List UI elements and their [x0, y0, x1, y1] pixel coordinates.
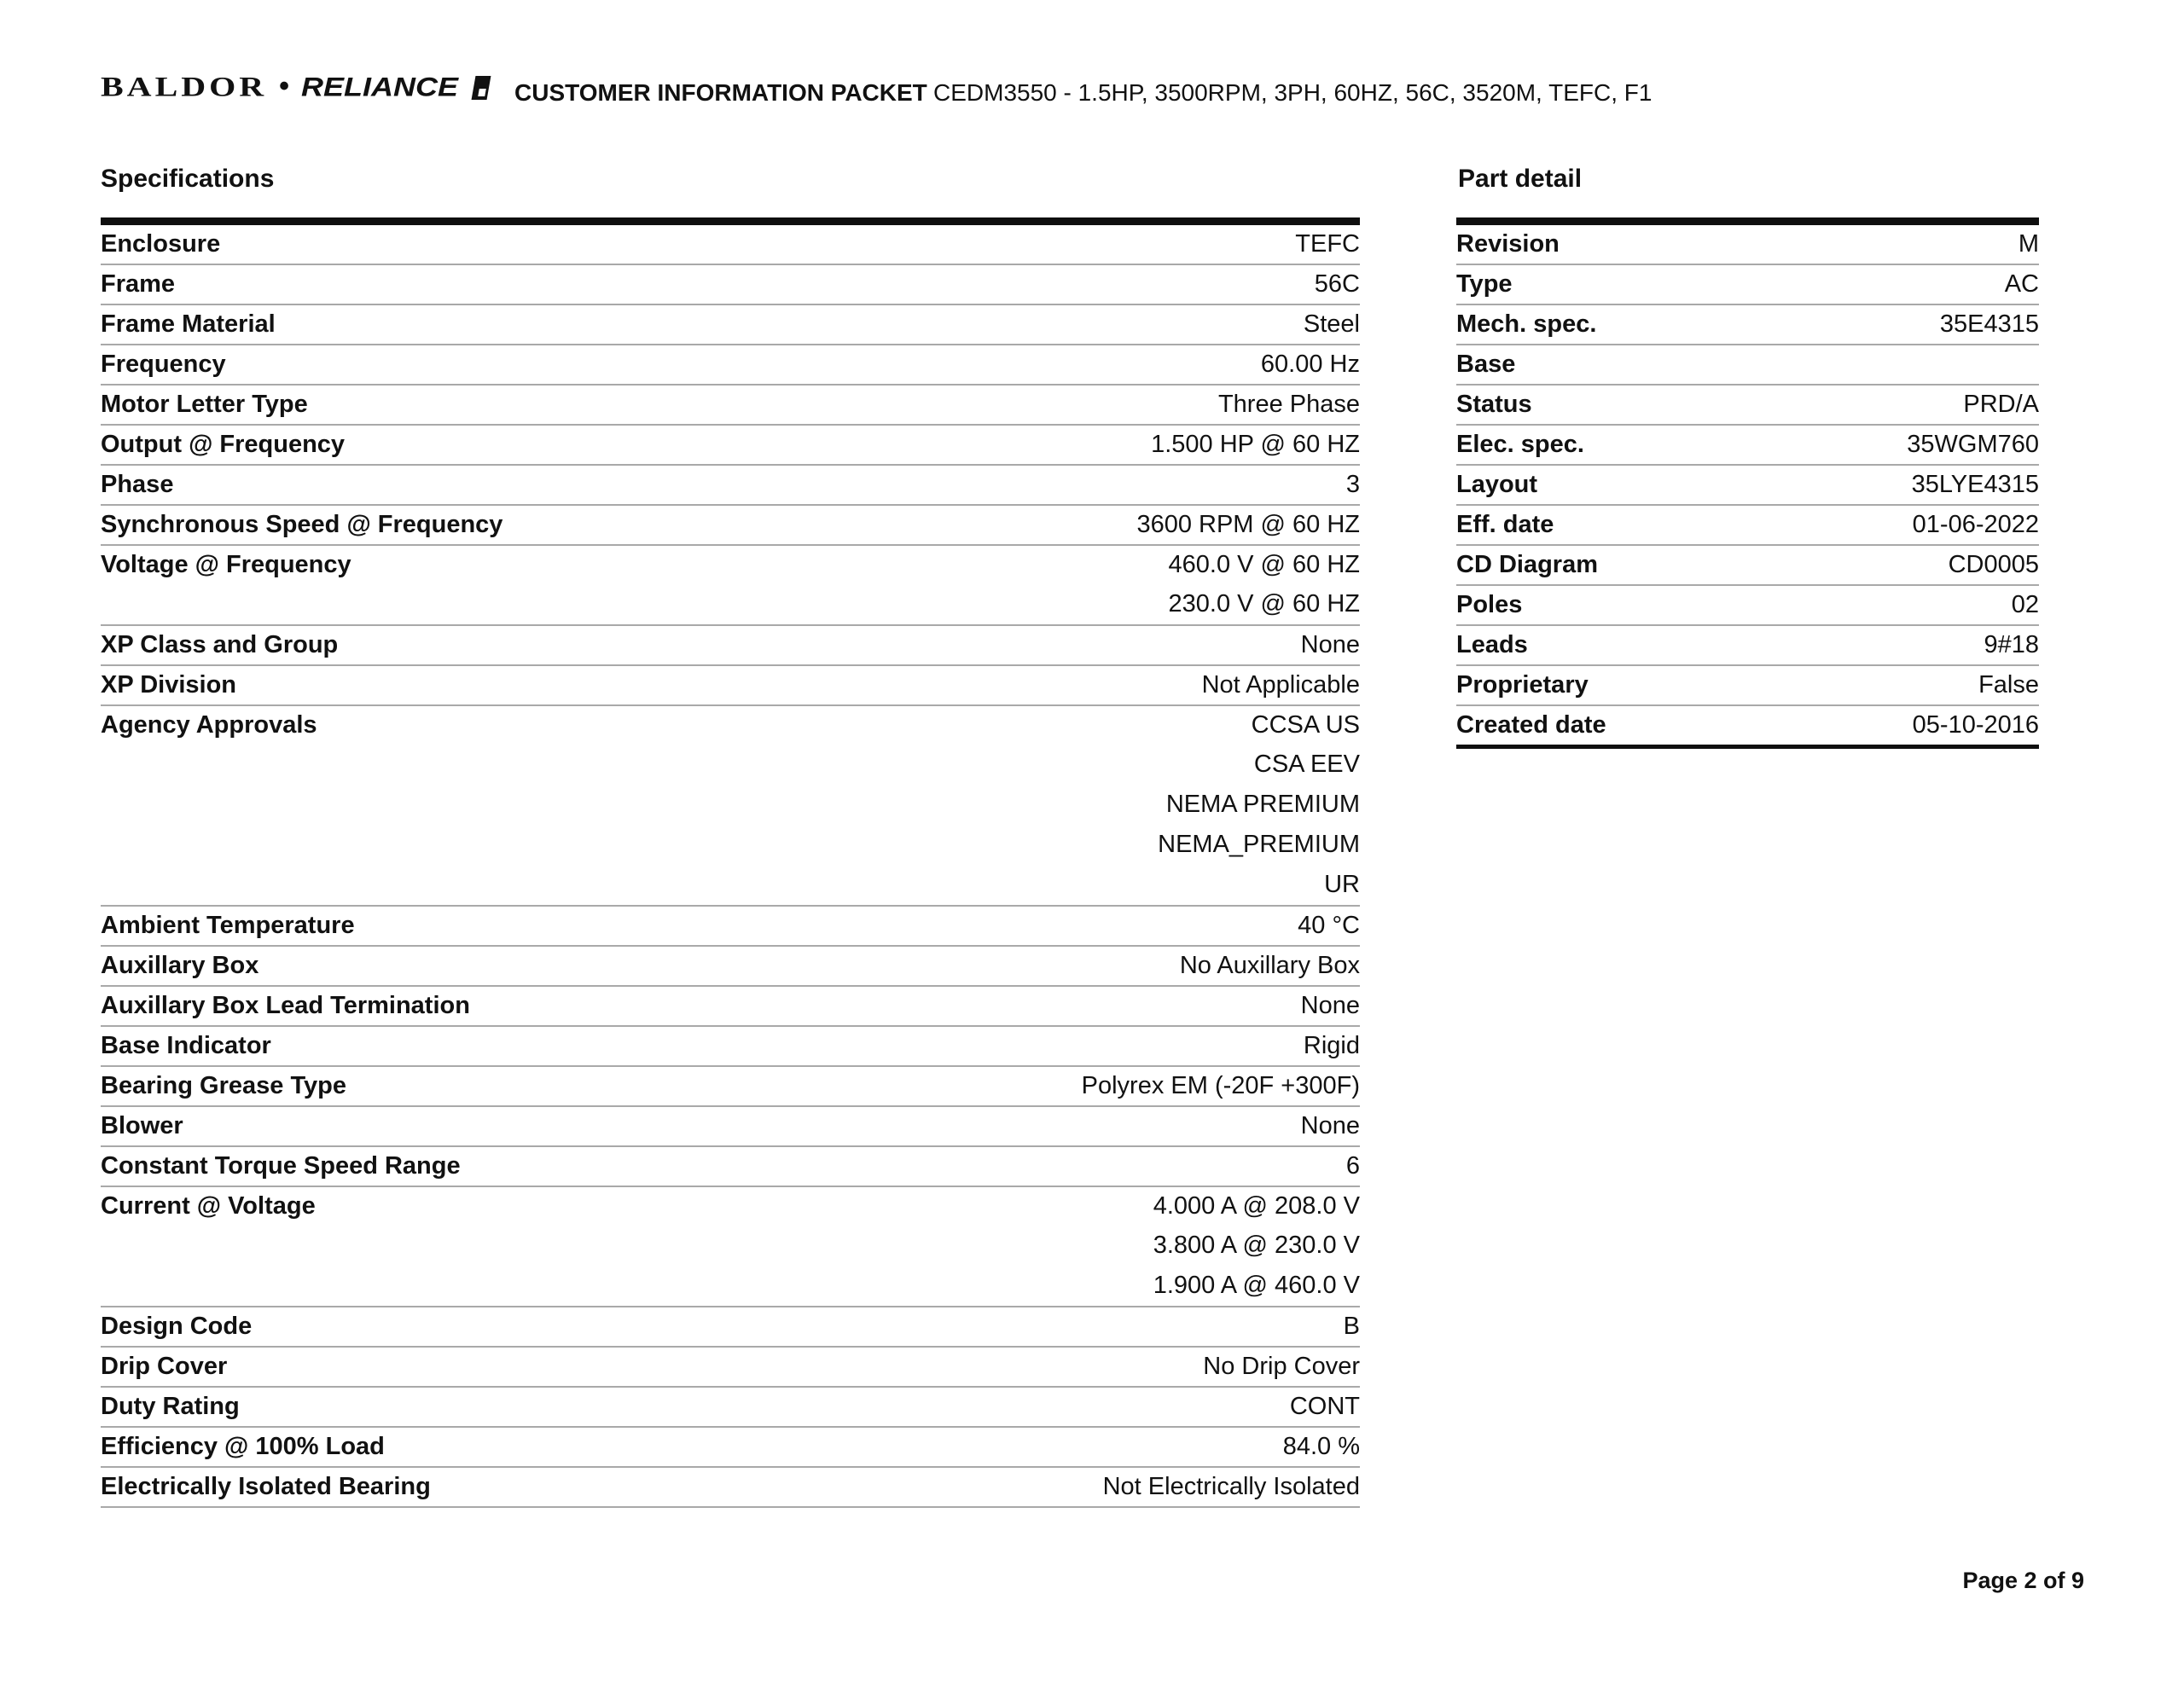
row-value: M	[2018, 230, 2039, 258]
table-row	[101, 626, 1360, 666]
row-value: 60.00 Hz	[1260, 351, 1360, 378]
row-values	[1598, 546, 2039, 584]
row-values	[271, 1027, 1360, 1065]
row-value: 3600 RPM @ 60 HZ	[1136, 511, 1360, 538]
row-values	[236, 666, 1360, 704]
part-detail-heading: Part detail	[1458, 165, 1583, 193]
table-row	[101, 546, 1360, 626]
row-value: None	[1300, 992, 1360, 1019]
row-value: CSA EEV	[1253, 751, 1360, 778]
row-value: TEFC	[1295, 230, 1360, 258]
table-row	[1456, 626, 2039, 666]
row-label: Layout	[1456, 471, 1538, 498]
row-label: Revision	[1456, 230, 1560, 258]
row-label: XP Class and Group	[101, 631, 339, 658]
table-row	[101, 506, 1360, 546]
row-value: B	[1343, 1313, 1360, 1340]
table-row	[101, 1348, 1360, 1388]
row-values	[470, 987, 1360, 1025]
row-label: Type	[1456, 270, 1513, 298]
row-value: 3.800 A @ 230.0 V	[1153, 1232, 1360, 1259]
table-row	[101, 265, 1360, 305]
document-title: CUSTOMER INFORMATION PACKET	[514, 79, 927, 106]
table-row	[1456, 466, 2039, 506]
row-label: Frame Material	[101, 310, 276, 338]
row-value: 9#18	[1984, 631, 2039, 658]
row-values	[183, 1107, 1360, 1145]
table-row	[101, 1468, 1360, 1508]
row-values	[1589, 666, 2039, 704]
row-values	[226, 345, 1360, 384]
row-label: Enclosure	[101, 230, 221, 258]
row-label: Proprietary	[1456, 671, 1589, 699]
table-row	[1456, 345, 2039, 386]
row-values	[1560, 225, 2039, 264]
table-row	[101, 1027, 1360, 1067]
row-value: UR	[1324, 871, 1360, 898]
table-row	[1456, 225, 2039, 265]
row-label: Constant Torque Speed Range	[101, 1152, 461, 1180]
row-label: XP Division	[101, 671, 237, 699]
row-label: Poles	[1456, 591, 1523, 618]
row-label: Auxillary Box Lead Termination	[101, 992, 470, 1019]
page-number: Page 2 of 9	[1962, 1568, 2084, 1593]
table-row	[101, 947, 1360, 987]
row-values	[385, 1428, 1360, 1466]
table-row	[1456, 305, 2039, 345]
row-label: Duty Rating	[101, 1393, 240, 1420]
row-label: Design Code	[101, 1313, 253, 1340]
row-values	[175, 265, 1360, 304]
row-value: 35WGM760	[1907, 431, 2039, 458]
table-row	[1456, 706, 2039, 745]
row-values	[316, 1187, 1360, 1306]
row-label: Created date	[1456, 711, 1606, 739]
reliance-flag-icon	[472, 76, 491, 100]
row-label: Ambient Temperature	[101, 912, 355, 939]
row-label: Auxillary Box	[101, 952, 259, 979]
row-values	[258, 947, 1360, 985]
row-values	[1554, 506, 2039, 544]
row-value: 1.500 HP @ 60 HZ	[1151, 431, 1360, 458]
row-values	[1606, 706, 2039, 745]
row-value: 4.000 A @ 208.0 V	[1153, 1192, 1360, 1220]
table-row	[101, 706, 1360, 907]
row-value: Steel	[1303, 310, 1360, 338]
table-row	[101, 386, 1360, 426]
brand-logo	[101, 67, 489, 107]
row-value: 01-06-2022	[1912, 511, 2039, 538]
row-label: Output @ Frequency	[101, 431, 346, 458]
row-label: Blower	[101, 1112, 183, 1139]
row-value: PRD/A	[1963, 391, 2039, 418]
table-row	[101, 1107, 1360, 1147]
row-value: Not Electrically Isolated	[1102, 1473, 1360, 1500]
row-values	[1513, 265, 2039, 304]
row-label: Mech. spec.	[1456, 310, 1597, 338]
row-label: Base	[1456, 351, 1516, 378]
row-values	[1532, 386, 2039, 424]
row-values	[346, 1067, 1360, 1105]
row-label: CD Diagram	[1456, 551, 1598, 578]
row-value: Three Phase	[1217, 391, 1360, 418]
row-label: Synchronous Speed @ Frequency	[101, 511, 503, 538]
row-value: 84.0 %	[1282, 1433, 1360, 1460]
logo-bullet-separator: •	[279, 70, 290, 102]
row-label: Leads	[1456, 631, 1528, 658]
table-row	[101, 1147, 1360, 1187]
row-value: 40 °C	[1298, 912, 1360, 939]
table-row	[1456, 546, 2039, 586]
row-label: Frame	[101, 270, 176, 298]
row-value: 02	[2011, 591, 2039, 618]
row-value: Polyrex EM (-20F +300F)	[1081, 1072, 1360, 1099]
specifications-heading: Specifications	[101, 165, 275, 193]
row-values	[1522, 586, 2039, 624]
row-value: 35E4315	[1939, 310, 2039, 338]
row-value: No Auxillary Box	[1179, 952, 1360, 979]
row-label: Electrically Isolated Bearing	[101, 1473, 431, 1500]
row-label: Current @ Voltage	[101, 1192, 316, 1220]
row-value: NEMA_PREMIUM	[1158, 831, 1360, 858]
row-values	[1528, 626, 2039, 664]
row-values	[338, 626, 1360, 664]
row-values	[276, 305, 1360, 344]
table-row	[101, 907, 1360, 947]
row-value: 6	[1345, 1152, 1360, 1180]
row-label: Eff. date	[1456, 511, 1554, 538]
row-values	[173, 466, 1360, 504]
row-value: 460.0 V @ 60 HZ	[1168, 551, 1360, 578]
row-label: Status	[1456, 391, 1532, 418]
row-value: AC	[2004, 270, 2039, 298]
row-value: 05-10-2016	[1912, 711, 2039, 739]
row-label: Agency Approvals	[101, 711, 317, 739]
row-values	[252, 1307, 1360, 1346]
table-row	[101, 1067, 1360, 1107]
table-row	[101, 1388, 1360, 1428]
table-row	[101, 305, 1360, 345]
row-value: No Drip Cover	[1203, 1353, 1360, 1380]
row-value: Not Applicable	[1201, 671, 1360, 699]
row-label: Frequency	[101, 351, 226, 378]
table-row	[101, 1428, 1360, 1468]
row-value: CONT	[1289, 1393, 1360, 1420]
table-row	[101, 426, 1360, 466]
row-values	[317, 706, 1360, 905]
row-values	[240, 1388, 1360, 1426]
catalog-number-subtitle: CEDM3550 - 1.5HP, 3500RPM, 3PH, 60HZ, 56C, 3520M, TEFC, F1	[933, 79, 1653, 106]
row-value: NEMA PREMIUM	[1165, 791, 1360, 818]
row-label: Efficiency @ 100% Load	[101, 1433, 385, 1460]
baldor-wordmark: BALDOR	[101, 71, 268, 102]
row-value: None	[1300, 631, 1360, 658]
row-values	[1584, 426, 2039, 464]
table-row	[101, 666, 1360, 706]
table-row	[101, 466, 1360, 506]
row-value: 1.900 A @ 460.0 V	[1153, 1272, 1360, 1299]
row-value: 35LYE4315	[1911, 471, 2039, 498]
row-label: Phase	[101, 471, 174, 498]
table-row	[101, 1187, 1360, 1307]
row-label: Base Indicator	[101, 1032, 271, 1059]
row-values	[502, 506, 1360, 544]
row-value: 3	[1345, 471, 1360, 498]
table-row	[1456, 386, 2039, 426]
row-values	[461, 1147, 1360, 1186]
specifications-table	[101, 217, 1360, 1508]
row-value: 56C	[1314, 270, 1360, 298]
table-row	[101, 1307, 1360, 1348]
table-row	[1456, 265, 2039, 305]
table-row	[1456, 506, 2039, 546]
row-values	[308, 386, 1360, 424]
row-values	[220, 225, 1360, 264]
row-label: Motor Letter Type	[101, 391, 308, 418]
row-value: False	[1978, 671, 2039, 699]
row-values	[227, 1348, 1360, 1386]
row-values	[1596, 305, 2039, 344]
row-values	[351, 546, 1360, 624]
row-value: CCSA US	[1251, 711, 1360, 739]
table-row	[101, 987, 1360, 1027]
row-value: 230.0 V @ 60 HZ	[1168, 590, 1360, 617]
row-label: Bearing Grease Type	[101, 1072, 346, 1099]
part-detail-table	[1456, 217, 2039, 749]
row-value: None	[1300, 1112, 1360, 1139]
row-label: Voltage @ Frequency	[101, 551, 351, 578]
row-value: Rigid	[1303, 1032, 1360, 1059]
row-values	[355, 907, 1360, 945]
row-values	[345, 426, 1360, 464]
table-row	[1456, 586, 2039, 626]
table-row	[1456, 426, 2039, 466]
reliance-wordmark: RELIANCE	[301, 71, 459, 102]
table-row	[101, 225, 1360, 265]
row-value: CD0005	[1948, 551, 2039, 578]
row-values	[431, 1468, 1360, 1506]
row-label: Drip Cover	[101, 1353, 228, 1380]
row-values	[1537, 466, 2039, 504]
table-row	[101, 345, 1360, 386]
table-row	[1456, 666, 2039, 706]
row-label: Elec. spec.	[1456, 431, 1584, 458]
